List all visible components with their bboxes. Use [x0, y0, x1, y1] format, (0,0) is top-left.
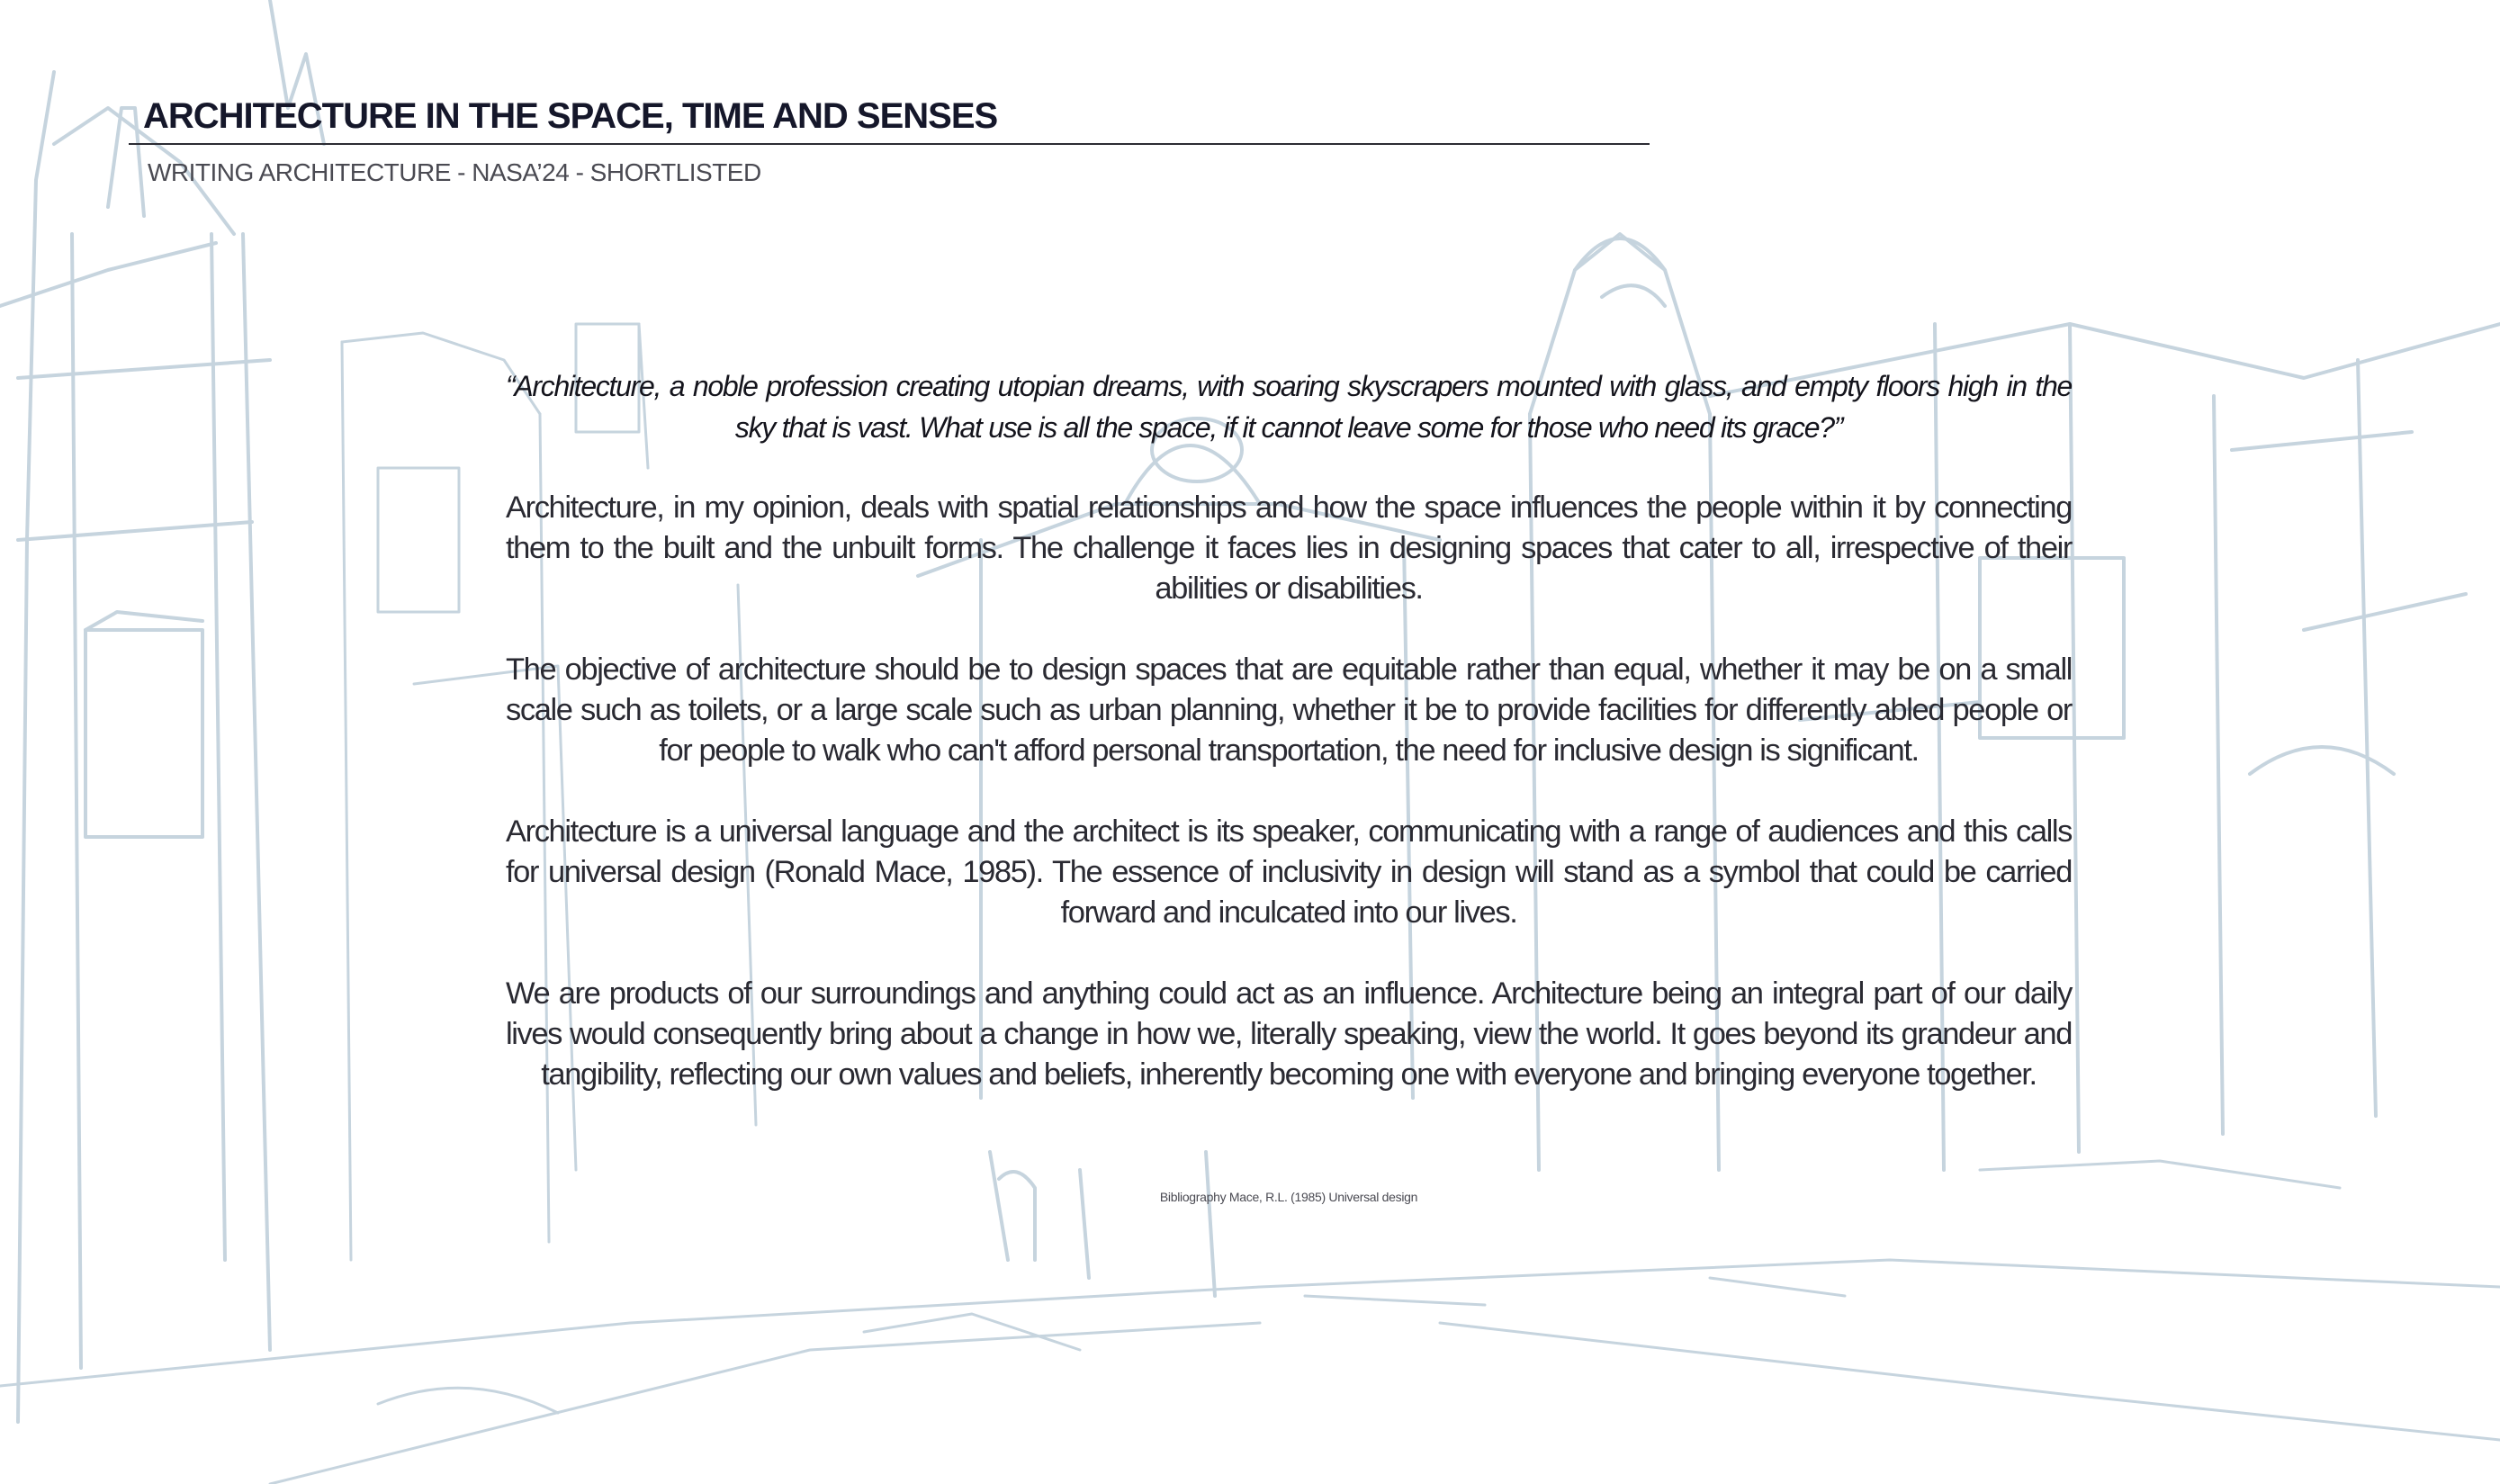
essay-paragraph-1: Architecture, in my opinion, deals with spatial relationships and how the space influences the people within it by connecting them to the built and the unbuilt forms. The challenge it faces lies in designing spaces that cater to all, irrespective of their abilities or disabilities.: [506, 490, 2072, 606]
essay-body: [506, 365, 2072, 1136]
page-subtitle: WRITING ARCHITECTURE - NASA’24 - SHORTLISTED: [148, 158, 761, 186]
essay-paragraph-4: We are products of our surroundings and anything could act as an influence. Architecture being an integral part of our daily lives would consequently bring about a change in how we, literally speaking, view the world. It goes beyond its grandeur and tangibility, reflecting our own values and beliefs, inherently becoming one with everyone and bringing everyone together.: [506, 976, 2072, 1092]
page-title: ARCHITECTURE IN THE SPACE, TIME AND SENSES: [143, 96, 998, 136]
essay-paragraph-2: The objective of architecture should be to design spaces that are equitable rather than equal, whether it may be on a small scale such as toilets, or a large scale such as urban planning, whether it be to provide facilities for differently abled people or for people to walk who can't afford personal transportation, the need for inclusive design is significant.: [506, 652, 2072, 768]
opening-quote: “Architecture, a noble profession creating utopian dreams, with soaring skyscrapers mounted with glass, and empty floors high in the sky that is vast. What use is all the space, if it cannot leave some for those who need its grace?”: [506, 370, 2072, 444]
header: [143, 94, 1650, 186]
essay-paragraph-3: Architecture is a universal language and the architect is its speaker, communicating with a range of audiences and this calls for universal design (Ronald Mace, 1985). The essence of inclusivity in design will stand as a symbol that could be carried forward and inculcated into our lives.: [506, 814, 2072, 930]
bibliography: Bibliography Mace, R.L. (1985) Universal design: [1159, 1190, 1418, 1204]
title-divider: [129, 143, 1650, 145]
